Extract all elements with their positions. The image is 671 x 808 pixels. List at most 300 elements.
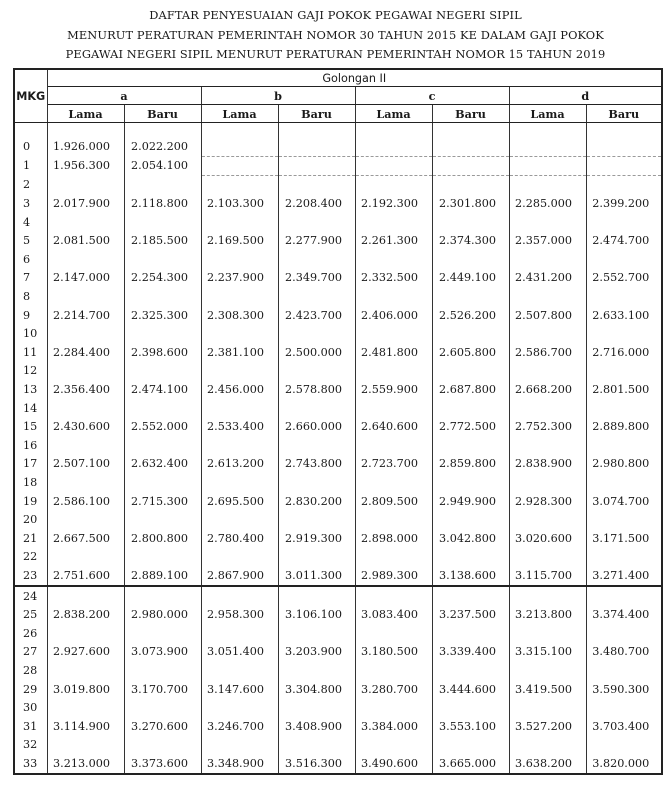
- lama-value-cell: 3.490.600: [355, 755, 432, 775]
- lama-value-cell: 3.083.400: [355, 606, 432, 625]
- lama-value-cell: [201, 624, 278, 643]
- baru-value-cell: 3.516.300: [278, 755, 355, 775]
- lama-value-cell: [201, 586, 278, 606]
- lama-value-cell: [47, 586, 124, 606]
- mkg-cell: 22: [14, 548, 47, 567]
- baru-value-cell: 2.254.300: [124, 269, 201, 288]
- grade-c-header: c: [355, 87, 509, 105]
- baru-value-cell: 3.480.700: [586, 643, 662, 662]
- baru-value-cell: 3.237.500: [432, 606, 509, 625]
- lama-value-cell: [47, 399, 124, 418]
- mkg-cell: 15: [14, 418, 47, 437]
- baru-value-cell: [586, 662, 662, 681]
- lama-value-cell: 3.638.200: [509, 755, 586, 775]
- lama-value-cell: 3.315.100: [509, 643, 586, 662]
- mkg-cell: 16: [14, 437, 47, 456]
- baru-value-cell: [432, 586, 509, 606]
- baru-value-cell: 2.633.100: [586, 306, 662, 325]
- baru-value-cell: 2.605.800: [432, 344, 509, 363]
- baru-value-cell: 3.073.900: [124, 643, 201, 662]
- lama-value-cell: 3.020.600: [509, 529, 586, 548]
- baru-value-cell: [278, 474, 355, 493]
- baru-value-cell: [586, 586, 662, 606]
- baru-value-cell: [124, 586, 201, 606]
- table-row: [14, 624, 662, 643]
- lama-value-cell: [201, 176, 278, 195]
- mkg-cell: 9: [14, 306, 47, 325]
- lama-value-cell: 2.147.000: [47, 269, 124, 288]
- lama-value-cell: [201, 362, 278, 381]
- lama-value-cell: [509, 288, 586, 307]
- baru-value-cell: [432, 156, 509, 176]
- baru-value-cell: 2.474.100: [124, 381, 201, 400]
- baru-value-cell: 3.590.300: [586, 680, 662, 699]
- lama-value-cell: 2.640.600: [355, 418, 432, 437]
- title-line-2: MENURUT PERATURAN PEMERINTAH NOMOR 30 TAHUN 2015 KE DALAM GAJI POKOK: [67, 27, 604, 42]
- table-row: [14, 362, 662, 381]
- lama-header: Lama: [509, 105, 586, 123]
- baru-value-cell: [278, 213, 355, 232]
- baru-value-cell: [586, 437, 662, 456]
- baru-value-cell: 3.820.000: [586, 755, 662, 775]
- lama-value-cell: [355, 437, 432, 456]
- baru-value-cell: 2.578.800: [278, 381, 355, 400]
- lama-value-cell: [355, 586, 432, 606]
- lama-value-cell: 3.147.600: [201, 680, 278, 699]
- table-row: [14, 399, 662, 418]
- table-row: [14, 325, 662, 344]
- mkg-cell: 18: [14, 474, 47, 493]
- baru-value-cell: 3.271.400: [586, 567, 662, 587]
- lama-header: Lama: [47, 105, 124, 123]
- lama-value-cell: [355, 511, 432, 530]
- mkg-cell: 5: [14, 232, 47, 251]
- baru-value-cell: 2.687.800: [432, 381, 509, 400]
- table-row: [14, 418, 662, 437]
- lama-value-cell: [355, 736, 432, 755]
- lama-value-cell: [355, 251, 432, 270]
- mkg-cell: 32: [14, 736, 47, 755]
- baru-value-cell: [586, 548, 662, 567]
- lama-value-cell: 2.081.500: [47, 232, 124, 251]
- baru-value-cell: 2.716.000: [586, 344, 662, 363]
- baru-value-cell: [432, 251, 509, 270]
- lama-value-cell: 2.667.500: [47, 529, 124, 548]
- lama-value-cell: [47, 213, 124, 232]
- baru-value-cell: 2.772.500: [432, 418, 509, 437]
- lama-value-cell: 2.456.000: [201, 381, 278, 400]
- mkg-cell: 33: [14, 755, 47, 775]
- lama-value-cell: 2.507.800: [509, 306, 586, 325]
- lama-value-cell: 2.533.400: [201, 418, 278, 437]
- table-row: [14, 474, 662, 493]
- baru-value-cell: [432, 699, 509, 718]
- table-row: [14, 755, 662, 775]
- baru-value-cell: 2.500.000: [278, 344, 355, 363]
- lama-value-cell: [355, 662, 432, 681]
- lama-value-cell: 2.838.900: [509, 455, 586, 474]
- lama-value-cell: 2.809.500: [355, 492, 432, 511]
- lama-value-cell: 2.780.400: [201, 529, 278, 548]
- lama-value-cell: 2.192.300: [355, 195, 432, 214]
- lama-value-cell: 3.180.500: [355, 643, 432, 662]
- lama-value-cell: [509, 176, 586, 195]
- baru-value-cell: 3.339.400: [432, 643, 509, 662]
- lama-value-cell: [201, 399, 278, 418]
- lama-value-cell: [47, 176, 124, 195]
- baru-value-cell: [278, 624, 355, 643]
- baru-value-cell: [586, 176, 662, 195]
- mkg-cell: 2: [14, 176, 47, 195]
- lama-value-cell: [509, 586, 586, 606]
- baru-value-cell: 2.398.600: [124, 344, 201, 363]
- lama-value-cell: [201, 251, 278, 270]
- baru-value-cell: [278, 176, 355, 195]
- lama-value-cell: 2.017.900: [47, 195, 124, 214]
- lama-value-cell: 2.237.900: [201, 269, 278, 288]
- baru-value-cell: 3.444.600: [432, 680, 509, 699]
- baru-value-cell: [586, 624, 662, 643]
- lama-value-cell: 3.051.400: [201, 643, 278, 662]
- baru-value-cell: 2.474.700: [586, 232, 662, 251]
- lama-value-cell: 2.285.000: [509, 195, 586, 214]
- lama-value-cell: [509, 437, 586, 456]
- baru-value-cell: [124, 362, 201, 381]
- mkg-cell: 1: [14, 156, 47, 176]
- baru-value-cell: 2.980.800: [586, 455, 662, 474]
- lama-value-cell: 3.115.700: [509, 567, 586, 587]
- baru-value-cell: [278, 137, 355, 156]
- lama-value-cell: 2.613.200: [201, 455, 278, 474]
- lama-value-cell: 2.284.400: [47, 344, 124, 363]
- baru-value-cell: 2.325.300: [124, 306, 201, 325]
- lama-value-cell: 3.213.000: [47, 755, 124, 775]
- lama-value-cell: 2.898.000: [355, 529, 432, 548]
- baru-header: Baru: [432, 105, 509, 123]
- baru-value-cell: 2.552.000: [124, 418, 201, 437]
- lama-value-cell: [47, 288, 124, 307]
- lama-value-cell: 2.751.600: [47, 567, 124, 587]
- lama-value-cell: [201, 288, 278, 307]
- table-row: [14, 455, 662, 474]
- lama-value-cell: [201, 156, 278, 176]
- table-body-upper: [14, 123, 662, 587]
- table-row: [14, 567, 662, 587]
- baru-value-cell: [432, 474, 509, 493]
- group-header: Golongan II: [47, 69, 662, 87]
- lama-value-cell: [47, 662, 124, 681]
- mkg-cell: 13: [14, 381, 47, 400]
- lama-value-cell: [355, 325, 432, 344]
- baru-value-cell: [278, 362, 355, 381]
- lama-value-cell: 2.381.100: [201, 344, 278, 363]
- baru-value-cell: 2.801.500: [586, 381, 662, 400]
- mkg-cell: 29: [14, 680, 47, 699]
- baru-value-cell: [278, 548, 355, 567]
- grade-a-header: a: [47, 87, 201, 105]
- baru-value-cell: [586, 288, 662, 307]
- lama-value-cell: 2.430.600: [47, 418, 124, 437]
- table-row: [14, 232, 662, 251]
- table-row: [14, 606, 662, 625]
- baru-value-cell: 2.118.800: [124, 195, 201, 214]
- lama-value-cell: [355, 176, 432, 195]
- lama-value-cell: [201, 511, 278, 530]
- baru-value-cell: [124, 288, 201, 307]
- baru-value-cell: 3.374.400: [586, 606, 662, 625]
- baru-value-cell: 3.304.800: [278, 680, 355, 699]
- lama-value-cell: [201, 736, 278, 755]
- lama-value-cell: [355, 213, 432, 232]
- mkg-header: MKG: [14, 69, 47, 123]
- mkg-cell: 8: [14, 288, 47, 307]
- baru-value-cell: [278, 511, 355, 530]
- baru-value-cell: 3.270.600: [124, 717, 201, 736]
- lama-value-cell: 2.989.300: [355, 567, 432, 587]
- baru-value-cell: 2.715.300: [124, 492, 201, 511]
- baru-value-cell: 2.660.000: [278, 418, 355, 437]
- mkg-cell: 31: [14, 717, 47, 736]
- table-row: [14, 176, 662, 195]
- baru-header: Baru: [278, 105, 355, 123]
- lama-value-cell: [47, 251, 124, 270]
- table-row: [14, 137, 662, 156]
- baru-value-cell: 3.665.000: [432, 755, 509, 775]
- lama-header: Lama: [201, 105, 278, 123]
- salary-table: [13, 68, 663, 775]
- baru-value-cell: [278, 437, 355, 456]
- baru-value-cell: [278, 288, 355, 307]
- lama-value-cell: 2.586.700: [509, 344, 586, 363]
- lama-value-cell: 3.246.700: [201, 717, 278, 736]
- mkg-cell: 10: [14, 325, 47, 344]
- baru-value-cell: [278, 251, 355, 270]
- baru-value-cell: [124, 251, 201, 270]
- baru-value-cell: 3.408.900: [278, 717, 355, 736]
- baru-value-cell: 3.074.700: [586, 492, 662, 511]
- baru-value-cell: 2.399.200: [586, 195, 662, 214]
- lama-value-cell: 2.586.100: [47, 492, 124, 511]
- lama-value-cell: [355, 362, 432, 381]
- lama-value-cell: [509, 137, 586, 156]
- grade-b-header: b: [201, 87, 355, 105]
- lama-value-cell: 3.419.500: [509, 680, 586, 699]
- baru-value-cell: [432, 548, 509, 567]
- baru-value-cell: [586, 251, 662, 270]
- lama-value-cell: 1.926.000: [47, 137, 124, 156]
- baru-value-cell: [124, 399, 201, 418]
- table-row: [14, 548, 662, 567]
- baru-value-cell: 2.919.300: [278, 529, 355, 548]
- baru-value-cell: [124, 325, 201, 344]
- baru-value-cell: [586, 213, 662, 232]
- baru-value-cell: 3.138.600: [432, 567, 509, 587]
- baru-value-cell: 2.277.900: [278, 232, 355, 251]
- mkg-cell: 6: [14, 251, 47, 270]
- lama-value-cell: [201, 474, 278, 493]
- table-row: [14, 156, 662, 176]
- mkg-cell: 0: [14, 137, 47, 156]
- baru-value-cell: [432, 176, 509, 195]
- baru-value-cell: 2.423.700: [278, 306, 355, 325]
- mkg-cell: 3: [14, 195, 47, 214]
- baru-value-cell: [124, 624, 201, 643]
- table-body-lower: [14, 586, 662, 774]
- baru-value-cell: [278, 662, 355, 681]
- table-row: [14, 251, 662, 270]
- table-row: [14, 269, 662, 288]
- document-title: [0, 6, 671, 65]
- lama-value-cell: 2.838.200: [47, 606, 124, 625]
- mkg-cell: 11: [14, 344, 47, 363]
- baru-value-cell: 2.859.800: [432, 455, 509, 474]
- baru-value-cell: 2.349.700: [278, 269, 355, 288]
- baru-value-cell: 2.889.100: [124, 567, 201, 587]
- title-line-3: PEGAWAI NEGERI SIPIL MENURUT PERATURAN PEMERINTAH NOMOR 15 TAHUN 2019: [65, 47, 606, 61]
- baru-value-cell: [586, 511, 662, 530]
- lama-value-cell: [47, 474, 124, 493]
- lama-value-cell: [47, 736, 124, 755]
- baru-value-cell: 3.703.400: [586, 717, 662, 736]
- baru-value-cell: 2.889.800: [586, 418, 662, 437]
- lama-value-cell: [201, 437, 278, 456]
- baru-value-cell: [432, 511, 509, 530]
- baru-value-cell: 2.800.800: [124, 529, 201, 548]
- baru-value-cell: 2.374.300: [432, 232, 509, 251]
- lama-value-cell: 2.406.000: [355, 306, 432, 325]
- lama-value-cell: 2.507.100: [47, 455, 124, 474]
- mkg-cell: 26: [14, 624, 47, 643]
- lama-value-cell: 2.928.300: [509, 492, 586, 511]
- mkg-cell: 21: [14, 529, 47, 548]
- lama-value-cell: [509, 548, 586, 567]
- lama-value-cell: 2.867.900: [201, 567, 278, 587]
- lama-value-cell: 2.169.500: [201, 232, 278, 251]
- baru-header: Baru: [124, 105, 201, 123]
- lama-value-cell: [201, 325, 278, 344]
- spacer-row: [14, 123, 662, 138]
- baru-value-cell: 2.632.400: [124, 455, 201, 474]
- baru-value-cell: [124, 474, 201, 493]
- baru-value-cell: [124, 213, 201, 232]
- lama-value-cell: 2.927.600: [47, 643, 124, 662]
- baru-value-cell: 3.373.600: [124, 755, 201, 775]
- baru-value-cell: [278, 736, 355, 755]
- lama-value-cell: 3.527.200: [509, 717, 586, 736]
- lama-value-cell: [47, 624, 124, 643]
- lama-value-cell: [509, 213, 586, 232]
- lama-value-cell: 2.695.500: [201, 492, 278, 511]
- lama-value-cell: [509, 362, 586, 381]
- baru-value-cell: [278, 325, 355, 344]
- baru-value-cell: 3.011.300: [278, 567, 355, 587]
- baru-value-cell: 2.022.200: [124, 137, 201, 156]
- lama-value-cell: 2.356.400: [47, 381, 124, 400]
- mkg-cell: 4: [14, 213, 47, 232]
- mkg-cell: 20: [14, 511, 47, 530]
- table-row: [14, 680, 662, 699]
- lama-value-cell: 2.723.700: [355, 455, 432, 474]
- lama-value-cell: [355, 548, 432, 567]
- baru-value-cell: 2.054.100: [124, 156, 201, 176]
- baru-value-cell: [124, 511, 201, 530]
- lama-value-cell: [47, 548, 124, 567]
- baru-value-cell: 2.449.100: [432, 269, 509, 288]
- table-row: [14, 662, 662, 681]
- lama-value-cell: [47, 511, 124, 530]
- lama-value-cell: 3.348.900: [201, 755, 278, 775]
- table-row: [14, 288, 662, 307]
- lama-value-cell: [355, 474, 432, 493]
- baru-value-cell: [586, 325, 662, 344]
- baru-value-cell: 2.185.500: [124, 232, 201, 251]
- baru-value-cell: [124, 736, 201, 755]
- baru-value-cell: 2.830.200: [278, 492, 355, 511]
- mkg-cell: 27: [14, 643, 47, 662]
- lama-value-cell: 2.332.500: [355, 269, 432, 288]
- table-row: [14, 586, 662, 606]
- title-line-1: DAFTAR PENYESUAIAN GAJI POKOK PEGAWAI NEGERI SIPIL: [149, 8, 522, 22]
- baru-value-cell: [278, 156, 355, 176]
- baru-value-cell: 2.526.200: [432, 306, 509, 325]
- baru-value-cell: [586, 137, 662, 156]
- baru-value-cell: [432, 213, 509, 232]
- mkg-cell: 12: [14, 362, 47, 381]
- baru-value-cell: 3.171.500: [586, 529, 662, 548]
- lama-value-cell: 2.481.800: [355, 344, 432, 363]
- mkg-cell: 30: [14, 699, 47, 718]
- table-row: [14, 529, 662, 548]
- baru-value-cell: [278, 399, 355, 418]
- baru-value-cell: [432, 362, 509, 381]
- lama-value-cell: [355, 288, 432, 307]
- lama-value-cell: 2.559.900: [355, 381, 432, 400]
- lama-value-cell: 2.103.300: [201, 195, 278, 214]
- table-row: [14, 195, 662, 214]
- baru-value-cell: [586, 474, 662, 493]
- baru-value-cell: 2.301.800: [432, 195, 509, 214]
- table-row: [14, 736, 662, 755]
- table-row: [14, 437, 662, 456]
- baru-value-cell: [432, 736, 509, 755]
- lama-value-cell: 2.958.300: [201, 606, 278, 625]
- mkg-cell: 23: [14, 567, 47, 587]
- lama-value-cell: [355, 699, 432, 718]
- baru-value-cell: [586, 399, 662, 418]
- baru-value-cell: 2.208.400: [278, 195, 355, 214]
- baru-value-cell: [432, 399, 509, 418]
- lama-value-cell: [509, 624, 586, 643]
- lama-value-cell: [47, 437, 124, 456]
- grade-d-header: d: [509, 87, 662, 105]
- lama-value-cell: 2.214.700: [47, 306, 124, 325]
- lama-value-cell: 3.384.000: [355, 717, 432, 736]
- baru-value-cell: [586, 156, 662, 176]
- lama-value-cell: [355, 137, 432, 156]
- mkg-cell: 17: [14, 455, 47, 474]
- table-row: [14, 699, 662, 718]
- baru-value-cell: 3.106.100: [278, 606, 355, 625]
- baru-value-cell: [432, 325, 509, 344]
- table-row: [14, 643, 662, 662]
- baru-value-cell: [432, 137, 509, 156]
- lama-value-cell: [201, 699, 278, 718]
- baru-header: Baru: [586, 105, 662, 123]
- mkg-cell: 14: [14, 399, 47, 418]
- lama-value-cell: [509, 251, 586, 270]
- baru-value-cell: [432, 624, 509, 643]
- lama-value-cell: [201, 137, 278, 156]
